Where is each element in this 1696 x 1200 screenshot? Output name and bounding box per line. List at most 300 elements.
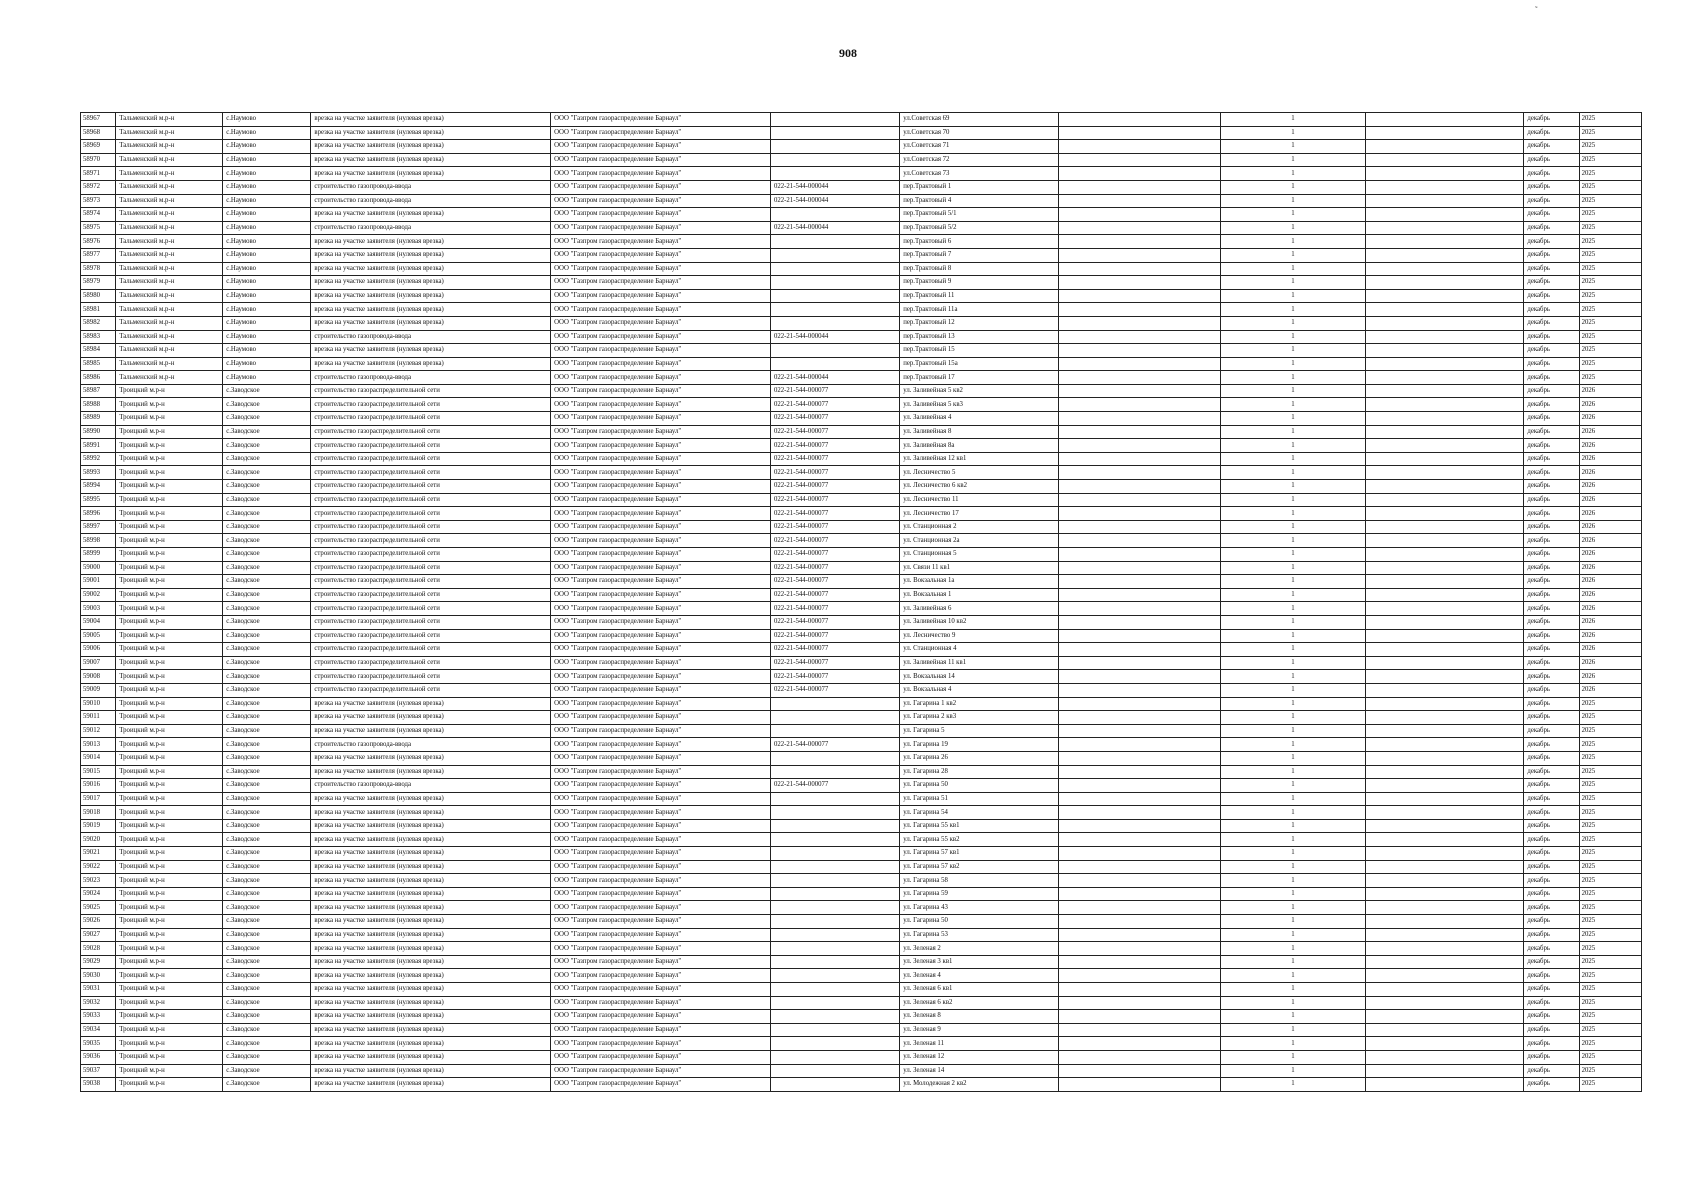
registry-table-body [81, 113, 1642, 1092]
year-cell: 2026 [1579, 412, 1641, 426]
work-type-cell: врезка на участке заявителя (нулевая врезка) [311, 248, 551, 262]
settlement-cell: с.Заводское [223, 507, 311, 521]
address-cell: пер.Трактовый 7 [900, 248, 1059, 262]
address-cell: ул. Зеленая 3 кв1 [900, 955, 1059, 969]
extra-cell-b [1365, 738, 1524, 752]
month-cell: декабрь [1524, 1064, 1579, 1078]
table-row [81, 276, 1642, 290]
table-row [81, 724, 1642, 738]
year-cell: 2025 [1579, 697, 1641, 711]
record-id-cell: 59008 [81, 670, 116, 684]
district-cell: Тальменский м.р-н [116, 167, 223, 181]
record-id-cell: 59035 [81, 1037, 116, 1051]
quantity-cell: 1 [1221, 779, 1366, 793]
extra-cell-a [1058, 113, 1220, 127]
extra-cell-a [1058, 248, 1220, 262]
extra-cell-b [1365, 860, 1524, 874]
record-id-cell: 58968 [81, 126, 116, 140]
quantity-cell: 1 [1221, 235, 1366, 249]
record-id-cell: 59004 [81, 615, 116, 629]
district-cell: Тальменский м.р-н [116, 180, 223, 194]
organization-cell: ООО "Газпром газораспределение Барнаул" [551, 425, 771, 439]
extra-cell-b [1365, 126, 1524, 140]
extra-cell-b [1365, 452, 1524, 466]
record-id-cell: 58975 [81, 221, 116, 235]
contract-number-cell [770, 983, 899, 997]
extra-cell-a [1058, 860, 1220, 874]
extra-cell-a [1058, 670, 1220, 684]
extra-cell-a [1058, 615, 1220, 629]
district-cell: Троицкий м.р-н [116, 833, 223, 847]
district-cell: Троицкий м.р-н [116, 969, 223, 983]
settlement-cell: с.Заводское [223, 738, 311, 752]
month-cell: декабрь [1524, 330, 1579, 344]
extra-cell-b [1365, 520, 1524, 534]
table-row [81, 683, 1642, 697]
settlement-cell: с.Заводское [223, 724, 311, 738]
district-cell: Троицкий м.р-н [116, 915, 223, 929]
extra-cell-a [1058, 425, 1220, 439]
district-cell: Тальменский м.р-н [116, 194, 223, 208]
quantity-cell: 1 [1221, 303, 1366, 317]
extra-cell-a [1058, 901, 1220, 915]
settlement-cell: с.Заводское [223, 996, 311, 1010]
extra-cell-a [1058, 833, 1220, 847]
contract-number-cell: 022-21-544-000077 [770, 452, 899, 466]
quantity-cell: 1 [1221, 983, 1366, 997]
work-type-cell: врезка на участке заявителя (нулевая врезка) [311, 316, 551, 330]
organization-cell: ООО "Газпром газораспределение Барнаул" [551, 874, 771, 888]
extra-cell-a [1058, 751, 1220, 765]
record-id-cell: 58986 [81, 371, 116, 385]
settlement-cell: с.Заводское [223, 765, 311, 779]
settlement-cell: с.Заводское [223, 1037, 311, 1051]
district-cell: Троицкий м.р-н [116, 656, 223, 670]
extra-cell-a [1058, 534, 1220, 548]
district-cell: Тальменский м.р-н [116, 248, 223, 262]
year-cell: 2025 [1579, 153, 1641, 167]
month-cell: декабрь [1524, 262, 1579, 276]
year-cell: 2025 [1579, 371, 1641, 385]
extra-cell-b [1365, 235, 1524, 249]
organization-cell: ООО "Газпром газораспределение Барнаул" [551, 262, 771, 276]
table-row [81, 955, 1642, 969]
month-cell: декабрь [1524, 548, 1579, 562]
quantity-cell: 1 [1221, 765, 1366, 779]
work-type-cell: врезка на участке заявителя (нулевая врезка) [311, 751, 551, 765]
table-row [81, 969, 1642, 983]
month-cell: декабрь [1524, 371, 1579, 385]
record-id-cell: 59006 [81, 643, 116, 657]
district-cell: Тальменский м.р-н [116, 289, 223, 303]
record-id-cell: 59026 [81, 915, 116, 929]
year-cell: 2026 [1579, 466, 1641, 480]
contract-number-cell: 022-21-544-000077 [770, 466, 899, 480]
table-row [81, 1078, 1642, 1092]
work-type-cell: строительство газораспределительной сети [311, 629, 551, 643]
extra-cell-b [1365, 928, 1524, 942]
quantity-cell: 1 [1221, 534, 1366, 548]
table-row [81, 221, 1642, 235]
record-id-cell: 59016 [81, 779, 116, 793]
organization-cell: ООО "Газпром газораспределение Барнаул" [551, 969, 771, 983]
table-row [81, 847, 1642, 861]
contract-number-cell [770, 860, 899, 874]
extra-cell-a [1058, 221, 1220, 235]
month-cell: декабрь [1524, 928, 1579, 942]
contract-number-cell [770, 262, 899, 276]
month-cell: декабрь [1524, 915, 1579, 929]
address-cell: ул. Гагарина 54 [900, 806, 1059, 820]
year-cell: 2025 [1579, 833, 1641, 847]
organization-cell: ООО "Газпром газораспределение Барнаул" [551, 765, 771, 779]
address-cell: ул. Зеленая 9 [900, 1023, 1059, 1037]
record-id-cell: 59025 [81, 901, 116, 915]
address-cell: пер.Трактовый 12 [900, 316, 1059, 330]
year-cell: 2025 [1579, 928, 1641, 942]
work-type-cell: врезка на участке заявителя (нулевая врезка) [311, 928, 551, 942]
address-cell: ул. Гагарина 1 кв2 [900, 697, 1059, 711]
settlement-cell: с.Наумово [223, 167, 311, 181]
extra-cell-b [1365, 248, 1524, 262]
extra-cell-b [1365, 901, 1524, 915]
extra-cell-b [1365, 806, 1524, 820]
month-cell: декабрь [1524, 180, 1579, 194]
work-type-cell: врезка на участке заявителя (нулевая врезка) [311, 969, 551, 983]
district-cell: Троицкий м.р-н [116, 738, 223, 752]
organization-cell: ООО "Газпром газораспределение Барнаул" [551, 344, 771, 358]
district-cell: Троицкий м.р-н [116, 439, 223, 453]
extra-cell-a [1058, 289, 1220, 303]
quantity-cell: 1 [1221, 493, 1366, 507]
contract-number-cell [770, 344, 899, 358]
organization-cell: ООО "Газпром газораспределение Барнаул" [551, 629, 771, 643]
address-cell: ул. Гагарина 2 кв3 [900, 711, 1059, 725]
table-row [81, 983, 1642, 997]
work-type-cell: врезка на участке заявителя (нулевая врезка) [311, 860, 551, 874]
address-cell: ул. Гагарина 55 кв2 [900, 833, 1059, 847]
district-cell: Тальменский м.р-н [116, 357, 223, 371]
contract-number-cell [770, 847, 899, 861]
settlement-cell: с.Наумово [223, 303, 311, 317]
contract-number-cell [770, 1064, 899, 1078]
work-type-cell: строительство газопровода-ввода [311, 194, 551, 208]
extra-cell-b [1365, 969, 1524, 983]
quantity-cell: 1 [1221, 915, 1366, 929]
table-row [81, 520, 1642, 534]
organization-cell: ООО "Газпром газораспределение Барнаул" [551, 670, 771, 684]
record-id-cell: 59005 [81, 629, 116, 643]
year-cell: 2025 [1579, 711, 1641, 725]
year-cell: 2025 [1579, 779, 1641, 793]
extra-cell-b [1365, 615, 1524, 629]
extra-cell-b [1365, 371, 1524, 385]
extra-cell-a [1058, 180, 1220, 194]
month-cell: декабрь [1524, 629, 1579, 643]
contract-number-cell: 022-21-544-000077 [770, 425, 899, 439]
work-type-cell: врезка на участке заявителя (нулевая врезка) [311, 765, 551, 779]
quantity-cell: 1 [1221, 480, 1366, 494]
address-cell: пер.Трактовый 11а [900, 303, 1059, 317]
work-type-cell: строительство газораспределительной сети [311, 656, 551, 670]
district-cell: Троицкий м.р-н [116, 901, 223, 915]
contract-number-cell: 022-21-544-000077 [770, 670, 899, 684]
quantity-cell: 1 [1221, 276, 1366, 290]
month-cell: декабрь [1524, 792, 1579, 806]
quantity-cell: 1 [1221, 507, 1366, 521]
work-type-cell: врезка на участке заявителя (нулевая врезка) [311, 874, 551, 888]
extra-cell-b [1365, 792, 1524, 806]
extra-cell-b [1365, 276, 1524, 290]
settlement-cell: с.Наумово [223, 262, 311, 276]
table-row [81, 248, 1642, 262]
quantity-cell: 1 [1221, 1050, 1366, 1064]
extra-cell-a [1058, 602, 1220, 616]
contract-number-cell: 022-21-544-000077 [770, 575, 899, 589]
address-cell: ул. Вокзальная 1 [900, 588, 1059, 602]
extra-cell-b [1365, 289, 1524, 303]
quantity-cell: 1 [1221, 1010, 1366, 1024]
year-cell: 2025 [1579, 1050, 1641, 1064]
organization-cell: ООО "Газпром газораспределение Барнаул" [551, 928, 771, 942]
address-cell: ул. Лесничество 11 [900, 493, 1059, 507]
year-cell: 2025 [1579, 316, 1641, 330]
month-cell: декабрь [1524, 398, 1579, 412]
contract-number-cell: 022-21-544-000077 [770, 779, 899, 793]
settlement-cell: с.Заводское [223, 683, 311, 697]
quantity-cell: 1 [1221, 602, 1366, 616]
quantity-cell: 1 [1221, 942, 1366, 956]
organization-cell: ООО "Газпром газораспределение Барнаул" [551, 194, 771, 208]
work-type-cell: врезка на участке заявителя (нулевая врезка) [311, 983, 551, 997]
month-cell: декабрь [1524, 480, 1579, 494]
district-cell: Троицкий м.р-н [116, 751, 223, 765]
address-cell: пер.Трактовый 15 [900, 344, 1059, 358]
record-id-cell: 59010 [81, 697, 116, 711]
address-cell: ул. Молодежная 2 кв2 [900, 1078, 1059, 1092]
record-id-cell: 59022 [81, 860, 116, 874]
month-cell: декабрь [1524, 520, 1579, 534]
extra-cell-a [1058, 629, 1220, 643]
contract-number-cell [770, 724, 899, 738]
extra-cell-b [1365, 507, 1524, 521]
district-cell: Троицкий м.р-н [116, 1010, 223, 1024]
month-cell: декабрь [1524, 276, 1579, 290]
work-type-cell: врезка на участке заявителя (нулевая врезка) [311, 847, 551, 861]
address-cell: ул. Заливейная 5 кв2 [900, 384, 1059, 398]
district-cell: Троицкий м.р-н [116, 643, 223, 657]
work-type-cell: врезка на участке заявителя (нулевая врезка) [311, 344, 551, 358]
organization-cell: ООО "Газпром газораспределение Барнаул" [551, 520, 771, 534]
month-cell: декабрь [1524, 602, 1579, 616]
contract-number-cell: 022-21-544-000077 [770, 534, 899, 548]
table-row [81, 643, 1642, 657]
contract-number-cell [770, 153, 899, 167]
work-type-cell: строительство газораспределительной сети [311, 561, 551, 575]
extra-cell-b [1365, 602, 1524, 616]
contract-number-cell [770, 113, 899, 127]
page-number: 908 [839, 46, 857, 60]
address-cell: ул. Гагарина 51 [900, 792, 1059, 806]
work-type-cell: врезка на участке заявителя (нулевая врезка) [311, 126, 551, 140]
settlement-cell: с.Заводское [223, 602, 311, 616]
organization-cell: ООО "Газпром газораспределение Барнаул" [551, 276, 771, 290]
quantity-cell: 1 [1221, 262, 1366, 276]
settlement-cell: с.Заводское [223, 615, 311, 629]
settlement-cell: с.Заводское [223, 806, 311, 820]
extra-cell-a [1058, 520, 1220, 534]
address-cell: пер.Трактовый 13 [900, 330, 1059, 344]
extra-cell-a [1058, 548, 1220, 562]
quantity-cell: 1 [1221, 969, 1366, 983]
month-cell: декабрь [1524, 670, 1579, 684]
extra-cell-a [1058, 779, 1220, 793]
record-id-cell: 59015 [81, 765, 116, 779]
organization-cell: ООО "Газпром газораспределение Барнаул" [551, 697, 771, 711]
work-type-cell: строительство газораспределительной сети [311, 412, 551, 426]
year-cell: 2025 [1579, 344, 1641, 358]
settlement-cell: с.Заводское [223, 697, 311, 711]
table-row [81, 167, 1642, 181]
record-id-cell: 58977 [81, 248, 116, 262]
extra-cell-b [1365, 629, 1524, 643]
contract-number-cell [770, 996, 899, 1010]
extra-cell-b [1365, 915, 1524, 929]
contract-number-cell [770, 276, 899, 290]
record-id-cell: 59014 [81, 751, 116, 765]
table-row [81, 371, 1642, 385]
record-id-cell: 59019 [81, 819, 116, 833]
extra-cell-b [1365, 561, 1524, 575]
month-cell: декабрь [1524, 466, 1579, 480]
contract-number-cell: 022-21-544-000044 [770, 371, 899, 385]
quantity-cell: 1 [1221, 425, 1366, 439]
record-id-cell: 59021 [81, 847, 116, 861]
quantity-cell: 1 [1221, 724, 1366, 738]
record-id-cell: 59036 [81, 1050, 116, 1064]
settlement-cell: с.Заводское [223, 439, 311, 453]
work-type-cell: врезка на участке заявителя (нулевая врезка) [311, 208, 551, 222]
month-cell: декабрь [1524, 683, 1579, 697]
organization-cell: ООО "Газпром газораспределение Барнаул" [551, 833, 771, 847]
work-type-cell: врезка на участке заявителя (нулевая врезка) [311, 996, 551, 1010]
record-id-cell: 58993 [81, 466, 116, 480]
year-cell: 2025 [1579, 724, 1641, 738]
settlement-cell: с.Заводское [223, 480, 311, 494]
extra-cell-a [1058, 316, 1220, 330]
district-cell: Троицкий м.р-н [116, 398, 223, 412]
table-row [81, 942, 1642, 956]
table-row [81, 316, 1642, 330]
work-type-cell: врезка на участке заявителя (нулевая врезка) [311, 262, 551, 276]
year-cell: 2025 [1579, 887, 1641, 901]
extra-cell-b [1365, 819, 1524, 833]
extra-cell-b [1365, 1023, 1524, 1037]
settlement-cell: с.Заводское [223, 847, 311, 861]
record-id-cell: 58989 [81, 412, 116, 426]
contract-number-cell [770, 1010, 899, 1024]
address-cell: пер.Трактовый 5/2 [900, 221, 1059, 235]
quantity-cell: 1 [1221, 140, 1366, 154]
extra-cell-a [1058, 357, 1220, 371]
record-id-cell: 58967 [81, 113, 116, 127]
district-cell: Троицкий м.р-н [116, 520, 223, 534]
extra-cell-b [1365, 1010, 1524, 1024]
work-type-cell: врезка на участке заявителя (нулевая врезка) [311, 833, 551, 847]
month-cell: декабрь [1524, 507, 1579, 521]
settlement-cell: с.Наумово [223, 330, 311, 344]
year-cell: 2025 [1579, 860, 1641, 874]
district-cell: Троицкий м.р-н [116, 493, 223, 507]
extra-cell-a [1058, 561, 1220, 575]
record-id-cell: 58981 [81, 303, 116, 317]
address-cell: ул. Станционная 2а [900, 534, 1059, 548]
extra-cell-a [1058, 656, 1220, 670]
organization-cell: ООО "Газпром газораспределение Барнаул" [551, 792, 771, 806]
year-cell: 2025 [1579, 738, 1641, 752]
quantity-cell: 1 [1221, 697, 1366, 711]
district-cell: Троицкий м.р-н [116, 466, 223, 480]
quantity-cell: 1 [1221, 208, 1366, 222]
quantity-cell: 1 [1221, 289, 1366, 303]
extra-cell-a [1058, 928, 1220, 942]
quantity-cell: 1 [1221, 452, 1366, 466]
extra-cell-a [1058, 1010, 1220, 1024]
work-type-cell: строительство газопровода-ввода [311, 738, 551, 752]
address-cell: пер.Трактовый 17 [900, 371, 1059, 385]
organization-cell: ООО "Газпром газораспределение Барнаул" [551, 235, 771, 249]
year-cell: 2026 [1579, 452, 1641, 466]
address-cell: ул. Лесничество 17 [900, 507, 1059, 521]
address-cell: пер.Трактовый 6 [900, 235, 1059, 249]
district-cell: Троицкий м.р-н [116, 561, 223, 575]
organization-cell: ООО "Газпром газораспределение Барнаул" [551, 466, 771, 480]
table-row [81, 575, 1642, 589]
gasification-registry-table [80, 112, 1642, 1092]
settlement-cell: с.Наумово [223, 316, 311, 330]
contract-number-cell [770, 357, 899, 371]
work-type-cell: строительство газопровода-ввода [311, 371, 551, 385]
table-row [81, 140, 1642, 154]
record-id-cell: 58970 [81, 153, 116, 167]
work-type-cell: врезка на участке заявителя (нулевая врезка) [311, 289, 551, 303]
extra-cell-b [1365, 466, 1524, 480]
work-type-cell: строительство газораспределительной сети [311, 398, 551, 412]
extra-cell-a [1058, 371, 1220, 385]
organization-cell: ООО "Газпром газораспределение Барнаул" [551, 901, 771, 915]
table-row [81, 235, 1642, 249]
district-cell: Троицкий м.р-н [116, 1078, 223, 1092]
settlement-cell: с.Заводское [223, 412, 311, 426]
month-cell: декабрь [1524, 643, 1579, 657]
work-type-cell: врезка на участке заявителя (нулевая врезка) [311, 806, 551, 820]
settlement-cell: с.Заводское [223, 670, 311, 684]
extra-cell-b [1365, 344, 1524, 358]
extra-cell-b [1365, 670, 1524, 684]
record-id-cell: 58972 [81, 180, 116, 194]
table-row [81, 561, 1642, 575]
year-cell: 2025 [1579, 113, 1641, 127]
record-id-cell: 58969 [81, 140, 116, 154]
address-cell: ул. Заливейная 10 кв2 [900, 615, 1059, 629]
year-cell: 2025 [1579, 1064, 1641, 1078]
extra-cell-a [1058, 439, 1220, 453]
corner-mark: ˜ [1535, 5, 1538, 14]
table-row [81, 466, 1642, 480]
extra-cell-b [1365, 480, 1524, 494]
extra-cell-b [1365, 384, 1524, 398]
district-cell: Троицкий м.р-н [116, 996, 223, 1010]
